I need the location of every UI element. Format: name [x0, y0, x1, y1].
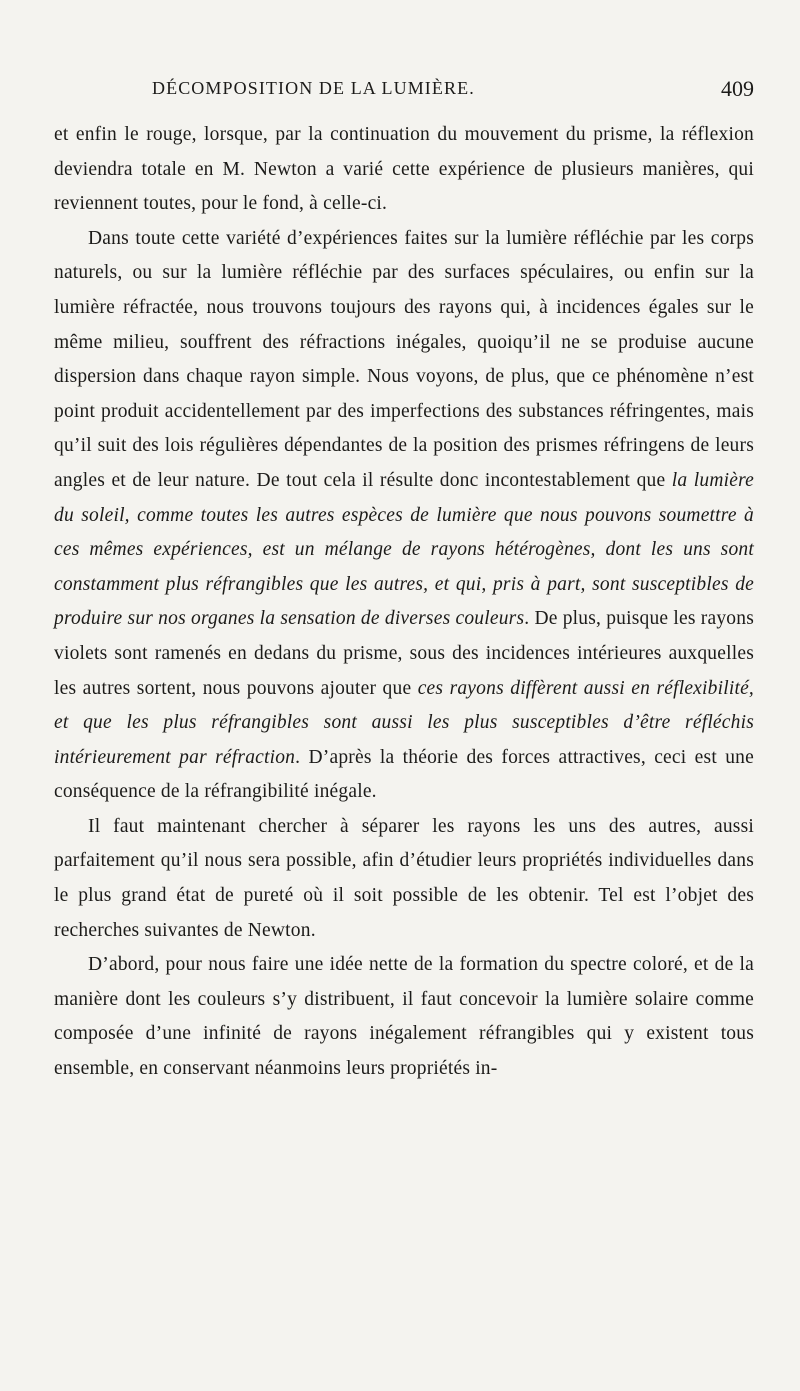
paragraph-text: . De plus, puisque les rayons violets sont ramenés en dedans du prisme, sous des incidences intérieures auxquelles les autres sortent, nous pouvons ajouter que [54, 608, 754, 699]
running-title: DÉCOMPOSITION DE LA LUMIÈRE. [152, 78, 475, 98]
page-number: 409 [721, 76, 754, 101]
paragraph-text: . D’après la théorie des forces attractives, ceci est une conséquence de la réfrangibilité inégale. [54, 746, 754, 803]
page-text [54, 118, 754, 1087]
book-page [54, 78, 754, 1378]
page-header [54, 78, 754, 118]
paragraph-experiments [54, 222, 754, 810]
paragraph-continuation: et enfin le rouge, lorsque, par la continuation du mouvement du prisme, la réflexion deviendra totale en M. Newton a varié cette expérience de plusieurs manières, qui reviennent toutes, pour le fond, à celle-ci. [54, 124, 754, 215]
italic-passage-reflexibility: ces rayons diffèrent aussi en réflexibilité, et que les plus réfrangibles sont aussi les plus susceptibles d’être réfléchis intérieurement par réfraction [54, 677, 754, 768]
italic-passage-sunlight: la lumière du soleil, comme toutes les autres espèces de lumière que nous pouvons soumettre à ces mêmes expériences, est un mélange de rayons hétérogènes, dont les uns sont constamment plus réfrangibles que les autres, et qui, pris à part, sont susceptibles de produire sur nos organes la sensation de diverses couleurs [54, 469, 755, 630]
paragraph-spectrum: D’abord, pour nous faire une idée nette de la formation du spectre coloré, et de la manière dont les couleurs s’y distribuent, il faut concevoir la lumière solaire comme composée d’une infinité de rayons inégalement réfrangibles qui y existent tous ensemble, en conservant néanmoins leurs propriétés in- [54, 954, 754, 1080]
paragraph-separation: Il faut maintenant chercher à séparer les rayons les uns des autres, aussi parfaitement qu’il nous sera possible, afin d’étudier leurs propriétés individuelles dans le plus grand état de pureté où il soit possible de les obtenir. Tel est l’objet des recherches suivantes de Newton. [54, 815, 754, 941]
paragraph-text: Dans toute cette variété d’expériences faites sur la lumière réfléchie par les corps naturels, ou sur la lumière réfléchie par des surfaces spéculaires, ou enfin sur la lumière réfractée, nous trouvons toujours des rayons qui, à incidences égales sur le même milieu, souffrent des réfractions inégales, quoiqu’il ne se produise aucune dispersion dans chaque rayon simple. Nous voyons, de plus, que ce phénomène n’est point produit accidentellement par des imperfections des substances réfringentes, mais qu’il suit des lois régulières dépendantes de la position des prismes réfringens de leurs angles et de leur nature. De tout cela il résulte donc incontestablement que [54, 227, 754, 491]
